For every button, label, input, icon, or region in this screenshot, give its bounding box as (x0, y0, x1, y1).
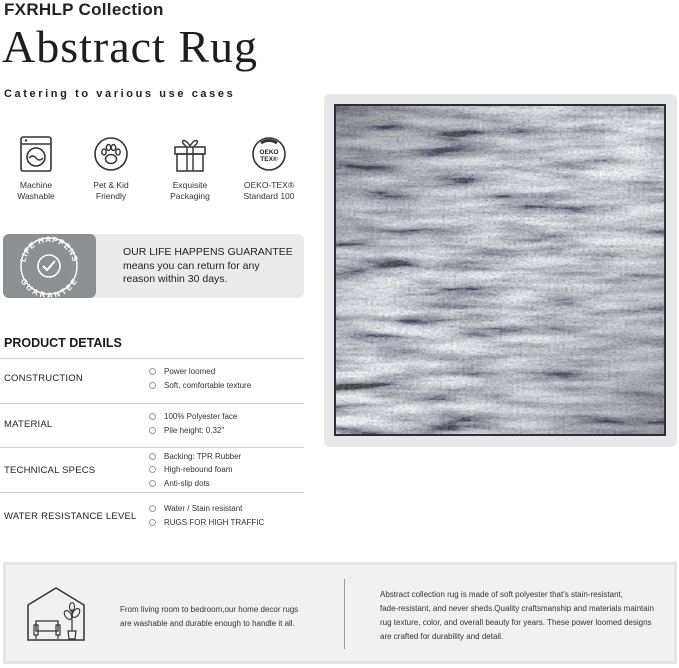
footer-line: From living room to bedroom,our home decor rugs (120, 605, 299, 614)
rug-image (334, 104, 666, 436)
footer-left-text (120, 603, 320, 631)
footer-panel (3, 562, 677, 664)
guarantee-line: OUR LIFE HAPPENS GUARANTEE (123, 246, 293, 258)
detail-bullet: Pile height: 0.32" (149, 426, 224, 435)
footer-inner (6, 565, 674, 661)
feature-label: Friendly (95, 191, 127, 201)
paw-icon (93, 134, 129, 174)
feature-machine-washable (1, 134, 71, 202)
detail-bullet: Soft, comfortable texture (149, 381, 251, 390)
footer-line: are crafted for durability and detail. (380, 632, 504, 641)
detail-label: MATERIAL (4, 419, 53, 430)
divider (0, 447, 304, 448)
product-details-title: PRODUCT DETAILS (4, 336, 122, 350)
detail-label: CONSTRUCTION (4, 373, 83, 384)
feature-exquisite-packaging (155, 134, 225, 202)
guarantee-line: reason within 30 days. (123, 273, 228, 285)
page-title: Abstract Rug (2, 21, 259, 72)
feature-label: Washable (17, 191, 55, 201)
guarantee-panel (3, 234, 304, 298)
footer-separator (344, 579, 345, 649)
feature-pet-kid-friendly (76, 134, 146, 202)
feature-label: Packaging (170, 191, 210, 201)
detail-label: WATER RESISTANCE LEVEL (4, 511, 137, 522)
footer-line: are washable and durable enough to handle it all. (120, 619, 295, 628)
detail-bullet: Power loomed (149, 367, 215, 376)
detail-label: TECHNICAL SPECS (4, 465, 96, 476)
oeko-tex-icon (251, 134, 287, 174)
guarantee-line: means you can return for any (123, 259, 260, 272)
feature-label: OEKO-TEX® (243, 180, 295, 190)
oeko-text: OEKO (259, 149, 279, 156)
washing-machine-icon (18, 134, 54, 174)
guarantee-badge-icon (3, 234, 96, 298)
feature-label: Standard 100 (243, 191, 295, 201)
detail-bullet: 100% Polyester face (149, 412, 237, 421)
footer-line: rug texture, color, and overall beauty for years. These power loomed designs (380, 618, 652, 627)
footer-line: Abstract collection rug is made of soft polyester that's stain-resistant, (380, 590, 623, 599)
svg-text:GUARANTEE (19, 277, 80, 298)
brand-name: FXRHLP Collection (4, 0, 164, 19)
feature-label: Pet & Kid (93, 180, 129, 190)
detail-bullet: Anti-slip dots (149, 479, 210, 488)
detail-bullet: High-rebound foam (149, 465, 232, 474)
feature-label: Machine (19, 180, 53, 190)
tagline: Catering to various use cases (4, 88, 236, 100)
divider (0, 403, 304, 404)
gift-box-icon (172, 134, 208, 174)
tex-text: TEX® (260, 156, 278, 163)
footer-right-text (380, 588, 665, 644)
feature-label: Exquisite (172, 180, 208, 190)
detail-bullet: Backing: TPR Rubber (149, 452, 241, 461)
guarantee-text (123, 246, 293, 287)
divider (0, 492, 304, 493)
detail-bullet: Water / Stain resistant (149, 504, 242, 513)
footer-line: fade-resistant, and never sheds.Quality craftsmanship and materials maintain (380, 604, 654, 613)
detail-bullet: RUGS FOR HIGH TRAFFIC (149, 518, 264, 527)
feature-oeko-tex (234, 134, 304, 202)
house-icon (26, 585, 86, 643)
guarantee-badge-box (3, 234, 96, 298)
badge-top-text: LIFE HAPPENS (18, 234, 80, 264)
badge-bottom-text: GUARANTEE (18, 276, 80, 298)
divider (0, 358, 304, 359)
